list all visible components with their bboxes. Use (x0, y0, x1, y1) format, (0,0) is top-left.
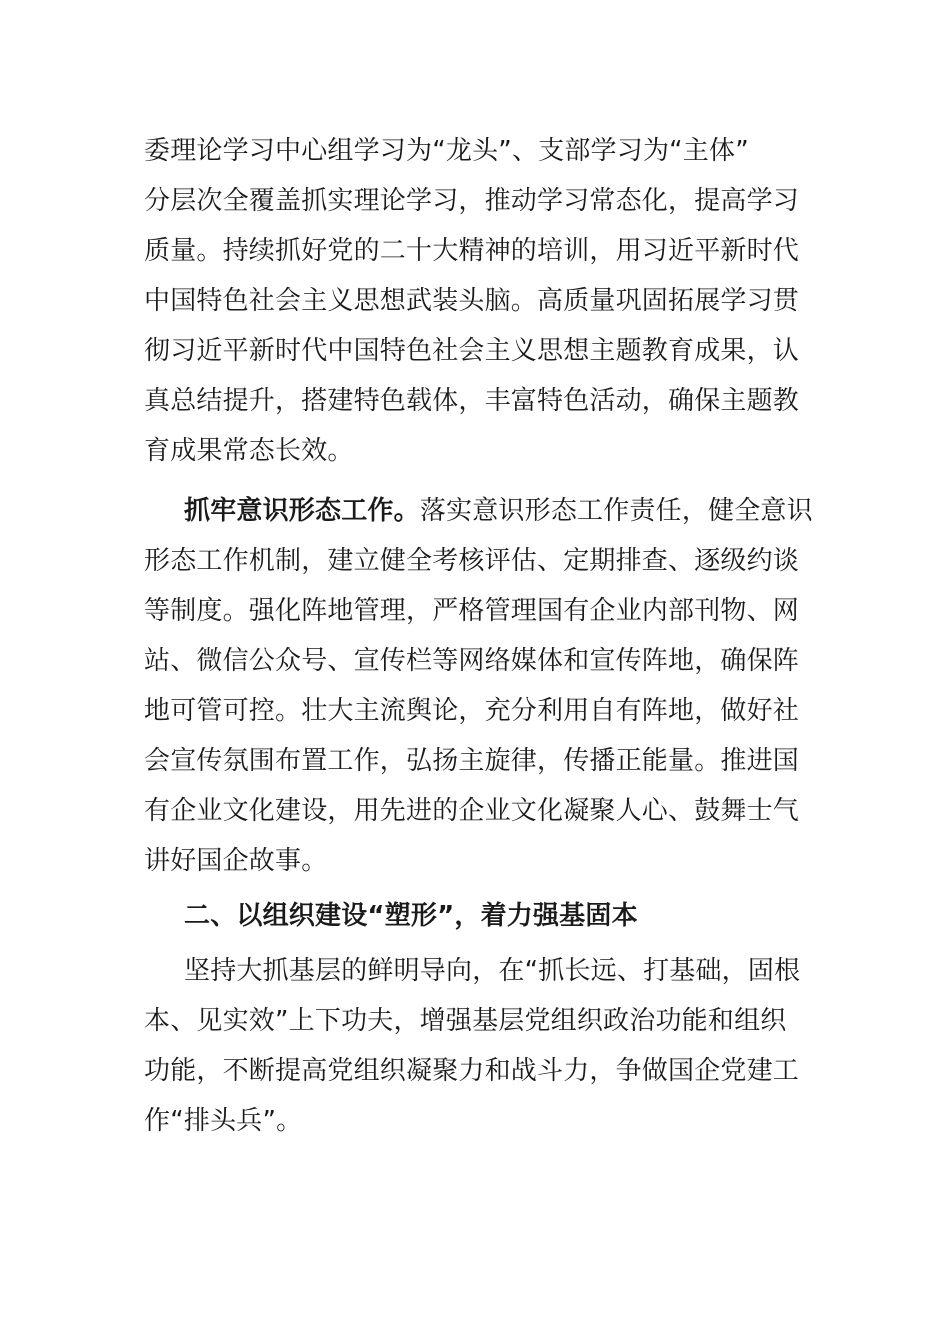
paragraph-line: 会宣传氛围布置工作，弘扬主旋律，传播正能量。推进国 (144, 746, 800, 776)
paragraph-line: 地可管可控。壮大主流舆论，充分利用自有阵地，做好社 (144, 696, 800, 726)
paragraph-lead-heading: 抓牢意识形态工作。 (184, 496, 420, 526)
paragraph-line: 彻习近平新时代中国特色社会主义思想主题教育成果，认 (144, 336, 800, 366)
paragraph-line: 中国特色社会主义思想武装头脑。高质量巩固拓展学习贯 (144, 286, 800, 316)
paragraph-line: 本、见实效”上下功夫，增强基层党组织政治功能和组织 (144, 1006, 787, 1036)
paragraph-line: 委理论学习中心组学习为“龙头”、支部学习为“主体” (144, 136, 749, 166)
paragraph-line: 作“排头兵”。 (144, 1106, 303, 1136)
paragraph-line: 分层次全覆盖抓实理论学习，推动学习常态化，提高学习 (144, 186, 800, 216)
paragraph-line: 等制度。强化阵地管理，严格管理国有企业内部刊物、网 (144, 596, 800, 626)
paragraph-line: 功能，不断提高党组织凝聚力和战斗力，争做国企党建工 (144, 1056, 800, 1086)
paragraph-line: 讲好国企故事。 (144, 846, 328, 876)
paragraph-line: 形态工作机制，建立健全考核评估、定期排查、逐级约谈 (144, 546, 800, 576)
paragraph-line: 质量。持续抓好党的二十大精神的培训，用习近平新时代 (144, 236, 800, 266)
paragraph-first-line (184, 486, 824, 536)
paragraph-line: 有企业文化建设，用先进的企业文化凝聚人心、鼓舞士气 (144, 796, 800, 826)
paragraph-first-line: 坚持大抓基层的鲜明导向，在“抓长远、打基础，固根 (184, 956, 801, 986)
paragraph-line: 育成果常态长效。 (144, 436, 354, 466)
paragraph-line-rest: 落实意识形态工作责任，健全意识 (419, 496, 813, 526)
paragraph-line: 真总结提升，搭建特色载体，丰富特色活动，确保主题教 (144, 386, 800, 416)
section-heading: 二、以组织建设“塑形”，着力强基固本 (184, 901, 638, 931)
paragraph-line: 站、微信公众号、宣传栏等网络媒体和宣传阵地，确保阵 (144, 646, 800, 676)
